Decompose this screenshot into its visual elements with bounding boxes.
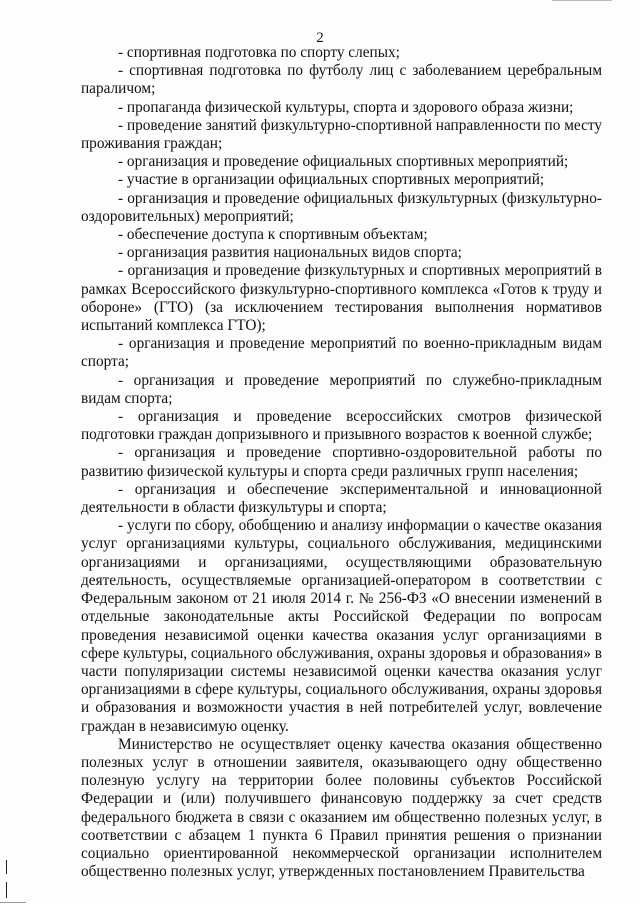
list-item-propaganda: - пропаганда физической культуры, спорта и здорового образа жизни; (118, 98, 574, 116)
margin-binding-mark (6, 882, 7, 898)
list-item-football-cerebral: - спортивная подготовка по футболу лиц с заболеванием церебральным параличом; (81, 62, 602, 98)
margin-binding-mark (6, 860, 7, 874)
list-item-national-sports: - организация развития национальных видов спорта; (118, 244, 462, 262)
list-item-service-applied: - организация и проведение мероприятий по служебно-прикладным видам спорта; (81, 371, 602, 407)
list-item-quality-assessment-services: - услуги по сбору, обобщению и анализу информации о качестве оказания услуг организациями культуры, социального обслуживания, медицинскими организациями и организациями, осуществляющими образовательную деятельность, осуществляемые организацией-оператором в соответствии с Федеральным законом от 21 июля 2014 г. № 256-ФЗ «О внесении изменений в отдельные законодательные акты Российской Федерации по вопросам проведения независимой оценки качества оказания услуг организациями в сфере культуры, социального обслуживания, охраны здоровья и образования» в части популяризации системы независимой оценки качества оказания услуг организациями в сфере культуры, социального обслуживания, охраны здоровья и образования и возможности участия в ней потребителей услуг, вовлечение граждан в независимую оценку. (81, 517, 602, 735)
list-item-residence-classes: - проведение занятий физкультурно-спортивной направленности по месту проживания граждан; (81, 116, 602, 153)
page-number: 2 (316, 30, 324, 46)
list-item-sport-blind: - спортивная подготовка по спорту слепых; (118, 44, 400, 61)
document-body (81, 44, 602, 881)
ministry-paragraph: Министерство не осуществляет оценку качества оказания общественно полезных услуг в отношении заявителя, оказывающего одну общественно полезную услугу на территории более половины субъектов Российской Федерации и (или) получившего финансовую поддержку за счет средств федерального бюджета в связи с оказанием им общественно полезных услуг, в соответствии с абзацем 1 пункта 6 Правил принятия решения о признании социально ориентированной некоммерческой организации исполнителем общественно полезных услуг, утвержденных постановлением Правительства (81, 735, 602, 881)
list-item-health-work: - организация и проведение спортивно-оздоровительной работы по развитию физической культуры и спорта среди различных групп населения; (81, 444, 602, 480)
top-edge-rule (552, 0, 612, 1)
list-item-participation-events: - участие в организации официальных спортивных мероприятий; (118, 171, 545, 189)
list-item-innovation: - организация и обеспечение экспериментальной и инновационной деятельности в области физкультуры и спорта; (81, 480, 602, 517)
bottom-edge-dash (0, 902, 26, 903)
list-item-military-applied: - организация и проведение мероприятий по военно-прикладным видам спорта; (81, 335, 602, 371)
list-item-gto-events: - организация и проведение физкультурных и спортивных мероприятий в рамках Всероссийского физкультурно-спортивного комплекса «Готов к труду и обороне» (ГТО) (за исключением тестирования выполнения нормативов испытаний комплекса ГТО); (81, 262, 602, 335)
list-item-fitness-events: - организация и проведение официальных физкультурных (физкультурно-оздоровительных) мероприятий; (81, 189, 602, 225)
list-item-preconscription-reviews: - организация и проведение всероссийских смотров физической подготовки граждан допризывного и призывного возрастов к военной службе; (81, 408, 602, 444)
list-item-access-facilities: - обеспечение доступа к спортивным объектам; (118, 226, 428, 244)
list-item-official-sport-events: - организация и проведение официальных спортивных мероприятий; (118, 153, 569, 171)
